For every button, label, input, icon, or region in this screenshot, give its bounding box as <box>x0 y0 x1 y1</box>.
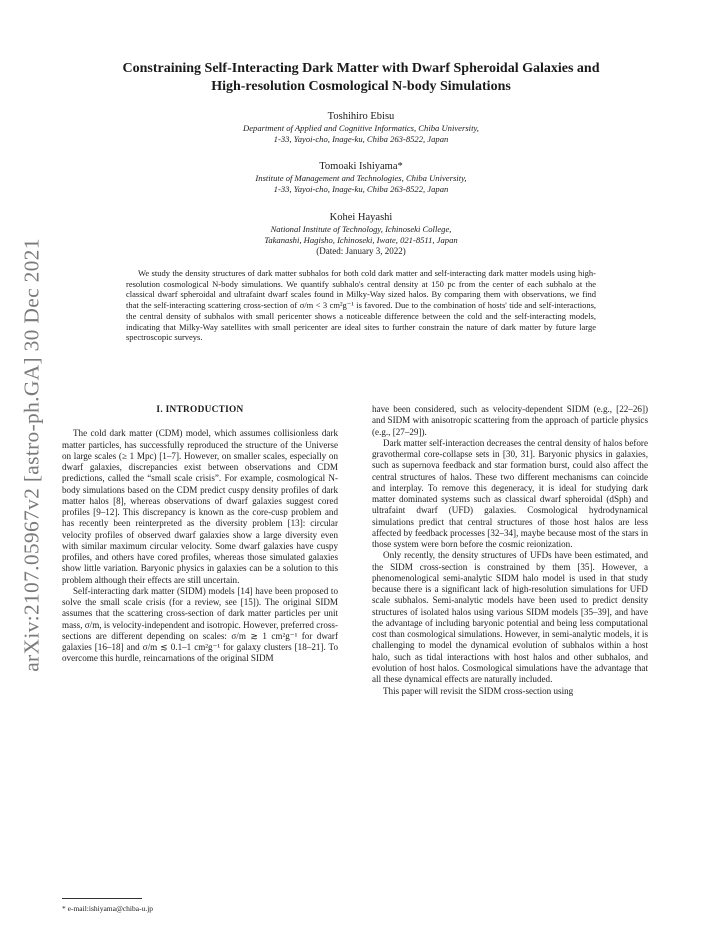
paragraph: Self-interacting dark matter (SIDM) models [14] have been proposed to solve the small scale crisis (for a review, see [15]). The original SIDM assumes that the scattering cross-section of dark matter particles per unit mass, σ/m, is velocity-independent and isotropic. However, preferred cross-sections are different depending on scales: σ/m ≳ 1 cm²g⁻¹ for dwarf galaxies [16–18] and σ/m ≲ 0.1–1 cm²g⁻¹ for galaxy clusters [18–21]. To overcome this hurdle, reincarnations of the original SIDM <box>62 585 338 664</box>
arxiv-identifier: arXiv:2107.05967v2 [astro-ph.GA] 30 Dec 2021 <box>19 238 44 672</box>
title-line-1: Constraining Self-Interacting Dark Matter with Dwarf Spheroidal Galaxies and <box>122 61 600 76</box>
author-name: Tomoaki Ishiyama* <box>319 161 403 172</box>
paragraph: have been considered, such as velocity-dependent SIDM (e.g., [22–26]) and SIDM with anisotropic scattering from the approach of particle physics (e.g., [27–29]). <box>372 404 648 437</box>
author-name: Kohei Hayashi <box>329 212 393 223</box>
author-block-1 <box>80 110 642 145</box>
author-address: 1-33, Yayoi-cho, Inage-ku, Chiba 263-8522, Japan <box>273 134 449 144</box>
section-heading: I. INTRODUCTION <box>156 405 244 415</box>
author-affiliation: Institute of Management and Technologies, Chiba University, <box>255 173 467 183</box>
left-column <box>62 405 338 665</box>
footnote: * e-mail:ishiyama@chiba-u.jp <box>62 904 154 913</box>
author-address: 1-33, Yayoi-cho, Inage-ku, Chiba 263-8522, Japan <box>273 184 449 194</box>
author-block-2 <box>80 160 642 195</box>
author-block-3 <box>80 211 642 257</box>
paragraph: Only recently, the density structures of UFDs have been estimated, and the SIDM cross-section is constrained by them [35]. However, a phenomenological semi-analytic SIDM halo model is used in that study because there is a significant lack of high-resolution simulations for UFD scale subhalos. Semi-analytic models have been used to predict density structures of isolated halos using various SIDM models [35–39], and have the advantage of including baryonic potential and being less computational cost than cosmological simulations. However, in semi-analytic models, it is challenging to model the dynamical evolution of subhalos within a host halo, such as tidal interactions with host halos and other subhalos, and evolution of host halos. Cosmological simulations have the advantage that all these dynamical effects are naturally included. <box>372 550 648 684</box>
footnote-divider <box>62 898 142 899</box>
author-affiliation: Department of Applied and Cognitive Informatics, Chiba University, <box>243 123 479 133</box>
author-affiliation: National Institute of Technology, Ichinoseki College, <box>270 224 452 234</box>
arxiv-sidebar <box>12 205 52 705</box>
paragraph: Dark matter self-interaction decreases the central density of halos before gravothermal core-collapse sets in [30, 31]. Baryonic physics in galaxies, such as supernova feedback and star formation burst, could also affect the central structures of halos. These two different mechanisms can coincide and interplay. To remove this degeneracy, it is ideal for studying dark matter dominated systems such as classical dwarf spheroidal (dSph) and ultrafaint dwarf (UFD) galaxies. Cosmological hydrodynamical simulations predict that central structures of those host halos are less affected by feedback processes [32–34], maybe because most of the stars in those system were born before the cosmic reionization. <box>372 437 648 549</box>
author-address: Takanashi, Hagisho, Ichinoseki, Iwate, 021-8511, Japan <box>264 235 458 245</box>
right-column <box>372 404 648 698</box>
paragraph: This paper will revisit the SIDM cross-section using <box>383 686 574 697</box>
abstract: We study the density structures of dark matter subhalos for both cold dark matter and self-interacting dark matter models using high-resolution cosmological N-body simulations. We quantify subhalo's central density at 150 pc from the center of each subhalo at the classical dwarf spheroidal and ultrafaint dwarf scales found in Milky-Way sized halos. By comparing them with observations, we find that the self-interacting scattering cross-section of σ/m < 3 cm²g⁻¹ is favored. Due to the combination of hosts' tide and self-interactions, the central density of subhalos with small pericenter shows a noticeable difference between the cold and the self-interacting models, indicating that Milky-Way satellites with small pericenter are ideal sites to further constrain the nature of dark matter by future large spectroscopic surveys. <box>126 268 596 343</box>
title-line-2: High-resolution Cosmological N-body Simulations <box>211 78 511 94</box>
author-name: Toshihiro Ebisu <box>327 111 395 122</box>
paragraph: The cold dark matter (CDM) model, which assumes collisionless dark matter particles, has successfully reproduced the structure of the Universe on large scales (≥ 1 Mpc) [1–7]. However, on smaller scales, especially on dwarf galaxies, discrepancies exist between observations and CDM predictions, called the “small scale crisis”. For example, cosmological N-body simulations based on the CDM predict cuspy density profiles of dark matter halos [8], whereas observations of dwarf galaxies suggest cored profiles [9–12]. This discrepancy is known as the core-cusp problem and has recently been reinterpreted as the diversity problem [13]: circular velocity profiles of observed dwarf galaxies show a large diversity even with similar maximum circular velocity. Some dwarf galaxies have cuspy profiles, and others have cored profiles, whereas those simulated galaxies show little variation. Baryonic physics in galaxies can be a solution to this problem although their effects are still uncertain. <box>62 428 338 585</box>
dated-line: (Dated: January 3, 2022) <box>316 246 406 256</box>
paper-title <box>80 60 642 95</box>
